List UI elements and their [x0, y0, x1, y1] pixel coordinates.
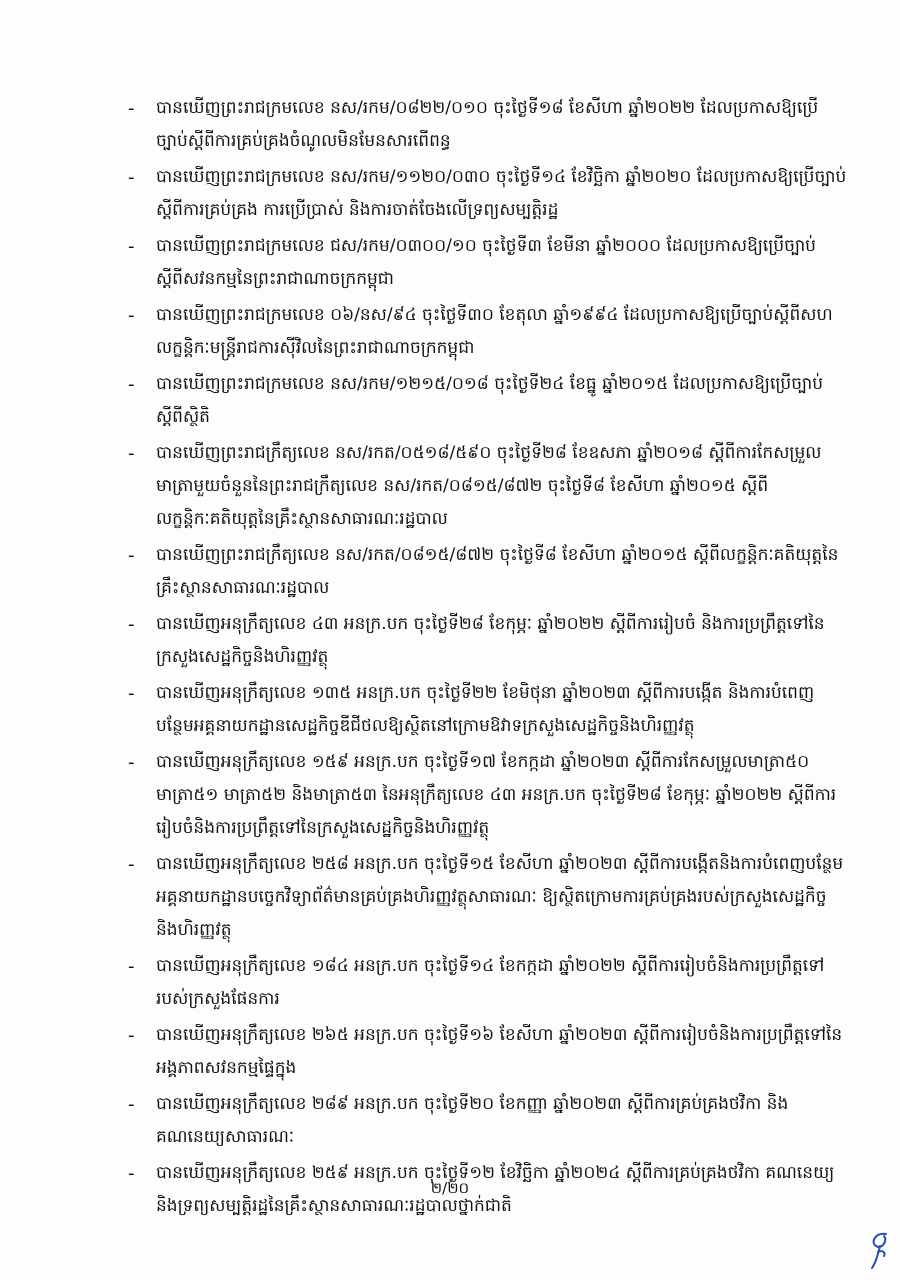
list-item: [128, 1019, 848, 1085]
list-bullet: -: [128, 98, 135, 119]
list-item: [128, 437, 848, 536]
list-bullet: -: [128, 374, 135, 395]
list-item-text: បានឃើញព្រះរាជក្រមលេខ នស/រកម/១២១៥/០១៨ ចុះថ្ងៃទី២៤ ខែធ្នូ ឆ្នាំ២០១៥ ដែលប្រកាសឱ្យប្រើច្បាប់ស្ដីពីស្ថិតិ: [156, 374, 824, 427]
list-bullet: -: [128, 683, 135, 704]
list-item-text: បានឃើញអនុក្រឹត្យលេខ ១៥៩ អនក្រ.បក ចុះថ្ងៃទី១៧ ខែកក្កដា ឆ្នាំ២០២៣ ស្ដីពីការកែសម្រួលមាត្រា៥០ មាត្រា៥១ មាត្រា៥២ និងមាត្រា៥៣ នៃអនុក្រឹត្យលេខ ៤៣ អនក្រ.បក ចុះថ្ងៃទី២៨ ខែកុម្ភៈ ឆ្នាំ២០២២ ស្ដីពីការរៀបចំនិងការប្រព្រឹត្តទៅនៃក្រសួងសេដ្ឋកិច្ចនិងហិរញ្ញវត្ថុ: [156, 752, 837, 838]
list-bullet: -: [128, 167, 135, 188]
list-item: [128, 161, 848, 227]
list-item: [128, 1088, 848, 1154]
list-bullet: -: [128, 236, 135, 257]
list-item: [128, 950, 848, 1016]
list-item: [128, 677, 848, 743]
list-item-text: បានឃើញព្រះរាជក្រឹត្យលេខ នស/រកត/០៥១៨/៥៩០ ចុះថ្ងៃទី២៨ ខែឧសភា ឆ្នាំ២០១៨ ស្ដីពីការកែសម្រួលមាត្រាមួយចំនួននៃព្រះរាជក្រឹត្យលេខ នស/រកត/០៨១៥/៨៧២ ចុះថ្ងៃទី៨ ខែសីហា ឆ្នាំ២០១៥ ស្ដីពីលក្ខន្តិកៈគតិយុត្តនៃគ្រឹះស្ថានសាធារណៈរដ្ឋបាល: [156, 443, 822, 529]
list-item: [128, 230, 848, 296]
list-bullet: -: [128, 854, 135, 875]
list-item-text: បានឃើញព្រះរាជក្រមលេខ នស/រកម/១១២០/០៣០ ចុះថ្ងៃទី១៤ ខែវិច្ឆិកា ឆ្នាំ២០២០ ដែលប្រកាសឱ្យប្រើច្បាប់ស្ដីពីការគ្រប់គ្រង ការប្រើប្រាស់ និងការចាត់ចែងលើទ្រព្យសម្បត្តិរដ្ឋ: [156, 167, 847, 220]
list-item-text: បានឃើញព្រះរាជក្រមលេខ ជស/រកម/០៣០០/១០ ចុះថ្ងៃទី៣ ខែមីនា ឆ្នាំ២០០០ ដែលប្រកាសឱ្យប្រើច្បាប់ស្ដីពីសវនកម្មនៃព្រះរាជាណាចក្រកម្ពុជា: [156, 236, 816, 289]
list-bullet: -: [128, 1025, 135, 1046]
list-bullet: -: [128, 1094, 135, 1115]
list-bullet: -: [128, 614, 135, 635]
list-item: [128, 368, 848, 434]
list-item-text: បានឃើញអនុក្រឹត្យលេខ ១៨៤ អនក្រ.បក ចុះថ្ងៃទី១៤ ខែកក្កដា ឆ្នាំ២០២២ ស្ដីពីការរៀបចំនិងការប្រព្រឹត្តទៅរបស់ក្រសួងផែនការ: [156, 956, 825, 1009]
list-item-text: បានឃើញអនុក្រឹត្យលេខ ២៥៩ អនក្រ.បក ចុះថ្ងៃទី១២ ខែវិច្ឆិកា ឆ្នាំ២០២៤ ស្ដីពីការគ្រប់គ្រងថវិកា គណនេយ្យ និងទ្រព្យសម្បត្តិរដ្ឋនៃគ្រឹះស្ថានសាធារណៈរដ្ឋបាលថ្នាក់ជាតិ: [156, 1163, 835, 1216]
list-item-text: បានឃើញអនុក្រឹត្យលេខ ២៦៥ អនក្រ.បក ចុះថ្ងៃទី១៦ ខែសីហា ឆ្នាំ២០២៣ ស្ដីពីការរៀបចំនិងការប្រព្រឹត្តទៅនៃអង្គភាពសវនកម្មផ្ទៃក្នុង: [156, 1025, 843, 1078]
list-bullet: -: [128, 752, 135, 773]
list-bullet: -: [128, 305, 135, 326]
preamble-list: [128, 92, 848, 1226]
list-bullet: -: [128, 443, 135, 464]
list-bullet: -: [128, 956, 135, 977]
list-bullet: -: [128, 1163, 135, 1184]
list-item-text: បានឃើញអនុក្រឹត្យលេខ ១៣៥ អនក្រ.បក ចុះថ្ងៃទី២២ ខែមិថុនា ឆ្នាំ២០២៣ ស្ដីពីការបង្កើត និងការបំពេញបន្ថែមអគ្គនាយកដ្ឋានសេដ្ឋកិច្ចឌីជីថលឱ្យស្ថិតនៅក្រោមឱវាទក្រសួងសេដ្ឋកិច្ចនិងហិរញ្ញវត្ថុ: [156, 683, 815, 736]
list-item-text: បានឃើញព្រះរាជក្រមលេខ នស/រកម/០៨២២/០១០ ចុះថ្ងៃទី១៨ ខែសីហា ឆ្នាំ២០២២ ដែលប្រកាសឱ្យប្រើច្បាប់ស្ដីពីការគ្រប់គ្រងចំណូលមិនមែនសារពើពន្ធ: [156, 98, 819, 151]
list-item: [128, 746, 848, 845]
list-item-text: បានឃើញអនុក្រឹត្យលេខ ២៨៩ អនក្រ.បក ចុះថ្ងៃទី២០ ខែកញ្ញា ឆ្នាំ២០២៣ ស្ដីពីការគ្រប់គ្រងថវិកា និងគណនេយ្យសាធារណៈ: [156, 1094, 789, 1147]
list-item-text: បានឃើញអនុក្រឹត្យលេខ ២៥៨ អនក្រ.បក ចុះថ្ងៃទី១៥ ខែសីហា ឆ្នាំ២០២៣ ស្ដីពីការបង្កើតនិងការបំពេញបន្ថែមអគ្គនាយកដ្ឋានបច្ចេកវិទ្យាព័ត៌មានគ្រប់គ្រងហិរញ្ញវត្ថុសាធារណៈ ឱ្យស្ថិតក្រោមការគ្រប់គ្រងរបស់ក្រសួងសេដ្ឋកិច្ចនិងហិរញ្ញវត្ថុ: [156, 854, 844, 940]
list-item: [128, 608, 848, 674]
list-item: [128, 299, 848, 365]
list-item-text: បានឃើញអនុក្រឹត្យលេខ ៤៣ អនក្រ.បក ចុះថ្ងៃទី២៨ ខែកុម្ភៈ ឆ្នាំ២០២២ ស្ដីពីការរៀបចំ និងការប្រព្រឹត្តទៅនៃក្រសួងសេដ្ឋកិច្ចនិងហិរញ្ញវត្ថុ: [156, 614, 825, 667]
list-item: [128, 848, 848, 947]
list-item: [128, 539, 848, 605]
list-item-text: បានឃើញព្រះរាជក្រមលេខ ០៦/នស/៩៤ ចុះថ្ងៃទី៣០ ខែតុលា ឆ្នាំ១៩៩៤ ដែលប្រកាសឱ្យប្រើច្បាប់ស្ដីពីសហលក្ខន្តិកៈមន្ត្រីរាជការស៊ីវិលនៃព្រះរាជាណាចក្រកម្ពុជា: [156, 305, 833, 358]
page-number: ២/២០: [430, 1179, 470, 1197]
initials-signature-icon: [864, 1228, 896, 1272]
list-item-text: បានឃើញព្រះរាជក្រឹត្យលេខ នស/រកត/០៨១៥/៨៧២ ចុះថ្ងៃទី៨ ខែសីហា ឆ្នាំ២០១៥ ស្ដីពីលក្ខន្តិកៈគតិយុត្តនៃគ្រឹះស្ថានសាធារណៈរដ្ឋបាល: [156, 545, 839, 598]
list-bullet: -: [128, 545, 135, 566]
list-item: [128, 92, 848, 158]
